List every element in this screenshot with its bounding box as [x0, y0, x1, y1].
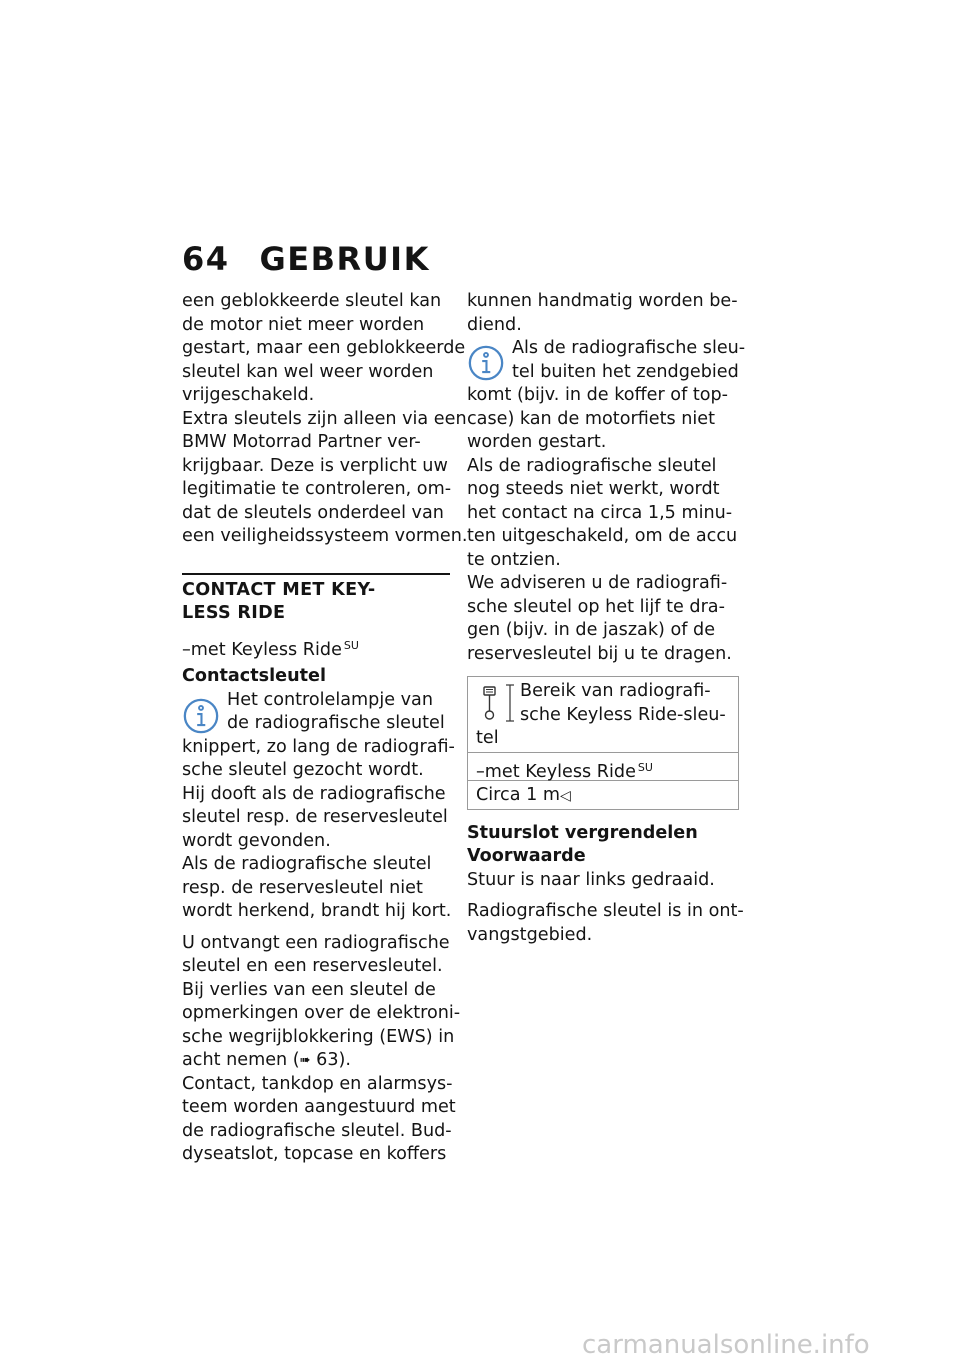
intro-paragraph [182, 290, 468, 549]
info-note [467, 337, 746, 666]
text-line: U ontvangt een radiografische [182, 932, 450, 953]
heading-line: CONTACT MET KEY- [182, 579, 376, 600]
page-number: 64 [182, 240, 230, 278]
page-ref-arrow-icon: ➠ [299, 1053, 311, 1068]
text-line: ten uitgeschakeld, om de accu [467, 526, 738, 546]
text-line: knippert, zo lang de radiografi- [182, 736, 455, 757]
option-code: SU [637, 760, 653, 774]
info-icon [182, 697, 220, 735]
text-line: sche sleutel op het lijf te dra- [467, 596, 725, 617]
text-line: Stuur is naar links gedraaid. [467, 869, 715, 890]
text-line: Hij dooft als de radiografische [182, 783, 446, 804]
spec-value-cell [468, 780, 738, 809]
text-line: de motor niet meer worden [182, 314, 425, 335]
text-line: sche wegrijblokkering (EWS) in [182, 1026, 455, 1047]
text-line: Als de radiografische sleutel [467, 455, 717, 476]
text-line: wordt herkend, brandt hij kort. [182, 901, 452, 921]
spec-value-text: Circa 1 m [476, 785, 560, 805]
text-line: kunnen handmatig worden be- [467, 291, 738, 311]
text-line: te ontzien. [467, 549, 561, 570]
text-line: Contact, tankdop en alarmsys- [182, 1073, 453, 1094]
text-line: legitimatie te controleren, om- [182, 479, 452, 499]
text-line: opmerkingen over de elektroni- [182, 1003, 461, 1023]
page-title [182, 240, 430, 278]
text-line: sleutel en een reservesleutel. [182, 956, 443, 976]
text-line: krijgbaar. Deze is verplicht uw [182, 455, 448, 476]
text-line: case) kan de motorfiets niet [467, 408, 716, 429]
text-line: tel buiten het zendgebied [512, 361, 739, 382]
subheading: Stuurslot vergrendelen [467, 822, 698, 843]
chapter-title: GEBRUIK [259, 240, 430, 278]
section-heading [182, 579, 450, 626]
text-line: gestart, maar een geblokkeerde [182, 338, 466, 358]
text-line: Radiografische sleutel is in ont- [467, 901, 744, 921]
range-icon [478, 683, 522, 723]
spec-table [467, 676, 739, 810]
text-line: Het controlelampje van [227, 689, 433, 710]
end-marker-icon: ◁ [560, 788, 571, 804]
text-line: sleutel resp. de reservesleutel [182, 807, 448, 827]
left-column [182, 290, 468, 1167]
text-line: Extra sleutels zijn alleen via een [182, 408, 467, 429]
text-line: een geblokkeerde sleutel kan [182, 291, 442, 311]
text-line: resp. de reservesleutel niet [182, 877, 423, 898]
text-line: Als de radiografische sleutel [182, 854, 432, 874]
ref-prefix: acht nemen ( [182, 1050, 300, 1070]
paragraph [182, 932, 461, 1167]
text-line: sleutel kan wel weer worden [182, 361, 434, 382]
spec-title-line: tel [476, 728, 499, 748]
spec-title-line: sche Keyless Ride-sleu- [520, 704, 726, 725]
spec-option-cell [468, 752, 738, 781]
text-line: vangstgebied. [467, 924, 593, 945]
spec-title-line: Bereik van radiografi- [520, 681, 711, 701]
text-line: reservesleutel bij u te dragen. [467, 643, 732, 664]
text-line: Bij verlies van een sleutel de [182, 979, 436, 1000]
text-line: dat de sleutels onderdeel van [182, 502, 444, 523]
text-line [182, 1049, 450, 1073]
text-line: Als de radiografische sleu- [512, 338, 746, 358]
option-line [476, 756, 730, 780]
option-label: –met Keyless Ride [182, 639, 342, 660]
right-column [467, 290, 746, 947]
option-label: –met Keyless Ride [476, 761, 636, 782]
text-line: vrijgeschakeld. [182, 385, 315, 405]
text-line: We adviseren u de radiografi- [467, 573, 728, 593]
text-line: wordt gevonden. [182, 830, 331, 851]
spec-title-cell [468, 677, 738, 752]
text-line: worden gestart. [467, 432, 607, 452]
section-divider [182, 573, 450, 575]
text-line: nog steeds niet werkt, wordt [467, 479, 720, 499]
subheading: Voorwaarde [467, 846, 586, 866]
spec-value [476, 784, 730, 808]
watermark: carmanualsonline.info [582, 1330, 870, 1360]
subheading: Contactsleutel [182, 666, 326, 686]
heading-line: LESS RIDE [182, 603, 286, 623]
text-line: sche sleutel gezocht wordt. [182, 760, 424, 780]
text-line: de radiografische sleutel. Bud- [182, 1120, 452, 1141]
text-line: diend. [467, 314, 522, 335]
text-line: gen (bijv. in de jaszak) of de [467, 620, 716, 640]
option-code: SU [343, 638, 359, 652]
text-line: de radiografische sleutel [227, 713, 445, 733]
text-line: komt (bijv. in de koffer of top- [467, 385, 729, 405]
option-line [182, 634, 450, 658]
text-line: dyseatslot, topcase en koffers [182, 1144, 447, 1164]
page-ref-link[interactable]: 63). [310, 1050, 351, 1070]
text-line: teem worden aangestuurd met [182, 1097, 456, 1117]
text-line: BMW Motorrad Partner ver- [182, 432, 421, 452]
info-note [182, 689, 455, 924]
info-icon [467, 344, 505, 382]
text-line: het contact na circa 1,5 minu- [467, 502, 733, 523]
text-line: een veiligheidssysteem vormen. [182, 526, 468, 546]
